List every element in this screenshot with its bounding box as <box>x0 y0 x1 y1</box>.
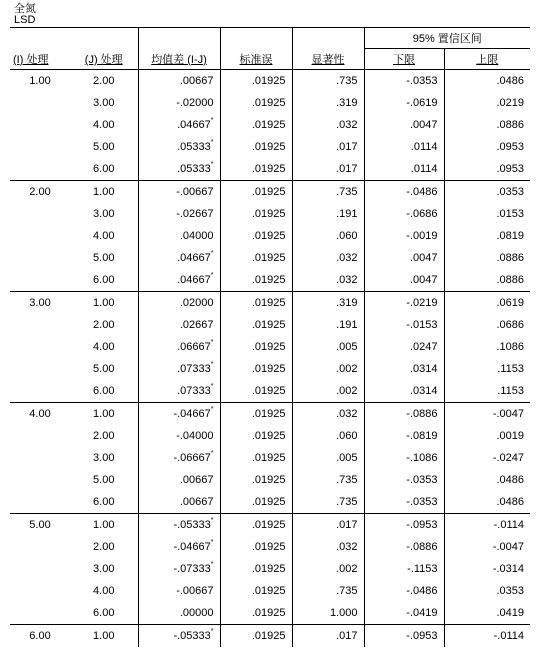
col-header-upper: 上限 <box>444 49 530 70</box>
mean-diff-value: -.00667 <box>176 186 214 198</box>
cell-j: 5.00 <box>70 247 138 269</box>
mean-diff-value: .05333 <box>177 141 211 153</box>
table-row <box>10 225 530 247</box>
cell-std-err: .01925 <box>220 625 292 648</box>
cell-sig: .017 <box>292 158 364 181</box>
cell-mean-diff <box>138 602 220 625</box>
cell-j: 5.00 <box>70 136 138 158</box>
mean-diff-value: .04667 <box>177 274 211 286</box>
mean-diff-value: -.07333 <box>173 563 211 575</box>
cell-sig: .735 <box>292 469 364 491</box>
cell-lower: -.0819 <box>364 425 444 447</box>
table-row <box>10 292 530 315</box>
table-row <box>10 491 530 514</box>
cell-i <box>10 114 70 136</box>
cell-upper: .0419 <box>496 607 525 619</box>
mean-diff-value: -.04000 <box>176 430 214 442</box>
cell-j: 1.00 <box>70 181 138 204</box>
cell-upper: .0953 <box>496 141 525 153</box>
cell-std-err: .01925 <box>220 514 292 537</box>
cell-sig: .005 <box>292 336 364 358</box>
cell-j: 2.00 <box>70 425 138 447</box>
table-row <box>10 158 530 181</box>
table-row <box>10 558 530 580</box>
mean-diff-value: .00667 <box>179 496 214 508</box>
cell-std-err: .01925 <box>220 425 292 447</box>
cell-upper: -.0247 <box>492 452 525 464</box>
cell-i <box>10 314 70 336</box>
cell-i: 6.00 <box>10 625 70 648</box>
significance-marker: * <box>210 628 214 635</box>
cell-sig: .017 <box>292 514 364 537</box>
cell-sig: .032 <box>292 114 364 136</box>
cell-lower: .0114 <box>364 136 444 158</box>
cell-mean-diff <box>138 269 220 292</box>
cell-mean-diff <box>138 403 220 426</box>
cell-mean-diff <box>138 92 220 114</box>
cell-std-err: .01925 <box>220 336 292 358</box>
cell-std-err: .01925 <box>220 92 292 114</box>
cell-j: 6.00 <box>70 491 138 514</box>
table-row <box>10 269 530 292</box>
cell-mean-diff <box>138 425 220 447</box>
cell-lower: -.0953 <box>364 514 444 537</box>
cell-i: 1.00 <box>29 75 51 87</box>
cell-std-err: .01925 <box>220 114 292 136</box>
table-row <box>10 602 530 625</box>
table-row <box>10 380 530 403</box>
cell-mean-diff <box>138 247 220 269</box>
mean-diff-value: .06667 <box>177 341 211 353</box>
cell-std-err: .01925 <box>220 536 292 558</box>
cell-j: 5.00 <box>70 469 138 491</box>
cell-i <box>10 536 70 558</box>
cell-sig: .002 <box>292 558 364 580</box>
mean-diff-value: .02000 <box>179 297 214 309</box>
cell-sig: .735 <box>292 580 364 602</box>
cell-mean-diff <box>138 336 220 358</box>
significance-marker: * <box>210 272 214 279</box>
mean-diff-value: .02667 <box>179 319 214 331</box>
cell-j: 2.00 <box>70 536 138 558</box>
cell-mean-diff <box>138 380 220 403</box>
col-header-lower: 下限 <box>364 49 444 70</box>
cell-sig: .032 <box>292 247 364 269</box>
cell-std-err: .01925 <box>220 469 292 491</box>
cell-sig: 1.000 <box>292 602 364 625</box>
cell-lower: .0047 <box>364 269 444 292</box>
cell-mean-diff <box>138 358 220 380</box>
cell-j: 1.00 <box>70 292 138 315</box>
cell-upper: .0619 <box>444 292 530 315</box>
cell-lower: .0314 <box>364 380 444 403</box>
cell-lower: .0314 <box>364 358 444 380</box>
cell-mean-diff <box>138 447 220 469</box>
cell-std-err: .01925 <box>220 225 292 247</box>
cell-mean-diff <box>138 536 220 558</box>
mean-diff-value: .00667 <box>179 75 214 87</box>
cell-std-err: .01925 <box>220 314 292 336</box>
cell-i <box>10 158 70 181</box>
cell-j: 4.00 <box>70 225 138 247</box>
cell-upper: .0019 <box>496 430 525 442</box>
table-row <box>10 92 530 114</box>
table-row <box>10 447 530 469</box>
cell-upper: .1086 <box>496 341 525 353</box>
cell-i <box>10 602 70 625</box>
significance-marker: * <box>210 383 214 390</box>
cell-upper: .0353 <box>444 181 530 204</box>
cell-i: 2.00 <box>10 181 70 204</box>
cell-upper: -.0114 <box>444 514 530 537</box>
cell-mean-diff <box>138 314 220 336</box>
cell-upper: .0153 <box>496 208 525 220</box>
cell-lower: -.0886 <box>364 536 444 558</box>
cell-i <box>10 136 70 158</box>
method-caption: LSD <box>14 14 36 26</box>
table-row <box>10 70 530 93</box>
cell-lower: .0047 <box>364 247 444 269</box>
mean-diff-value: -.05333 <box>173 630 211 642</box>
mean-diff-value: .00000 <box>179 607 214 619</box>
variable-caption: 全氮 <box>14 3 36 15</box>
cell-upper: .0353 <box>496 585 525 597</box>
cell-mean-diff <box>138 469 220 491</box>
cell-i: 4.00 <box>10 403 70 426</box>
mean-diff-value: .04000 <box>179 230 214 242</box>
significance-marker: * <box>210 361 214 368</box>
cell-j: 2.00 <box>70 70 138 93</box>
cell-std-err: .01925 <box>220 358 292 380</box>
mean-diff-value: -.05333 <box>173 519 211 531</box>
table-row <box>10 247 530 269</box>
cell-std-err: .01925 <box>220 158 292 181</box>
cell-std-err: .01925 <box>220 247 292 269</box>
cell-std-err: .01925 <box>220 136 292 158</box>
significance-marker: * <box>210 339 214 346</box>
cell-upper: .0886 <box>496 274 525 286</box>
cell-lower: -.0886 <box>364 403 444 426</box>
cell-lower: .0247 <box>364 336 444 358</box>
cell-j: 4.00 <box>70 336 138 358</box>
cell-sig: .319 <box>292 292 364 315</box>
cell-i <box>10 558 70 580</box>
cell-j: 3.00 <box>70 203 138 225</box>
significance-marker: * <box>210 406 214 413</box>
cell-j: 6.00 <box>70 602 138 625</box>
cell-upper: .0886 <box>496 252 525 264</box>
cell-lower: -.0486 <box>364 181 444 204</box>
cell-std-err: .01925 <box>220 269 292 292</box>
table-row <box>10 358 530 380</box>
cell-lower: -.0353 <box>364 469 444 491</box>
cell-i <box>10 447 70 469</box>
cell-sig: .002 <box>292 380 364 403</box>
lsd-comparison-table <box>10 27 530 647</box>
table-row <box>10 469 530 491</box>
cell-i: 5.00 <box>10 514 70 537</box>
col-header-j: (J) 处理 <box>70 49 138 70</box>
cell-lower: -.1153 <box>364 558 444 580</box>
cell-mean-diff <box>138 158 220 181</box>
cell-lower: -.0153 <box>364 314 444 336</box>
table-row <box>10 425 530 447</box>
cell-j: 6.00 <box>70 158 138 181</box>
cell-upper: -.0047 <box>444 403 530 426</box>
table-row <box>10 314 530 336</box>
significance-marker: * <box>210 450 214 457</box>
cell-mean-diff <box>138 580 220 602</box>
cell-i <box>10 269 70 292</box>
cell-lower: -.0619 <box>364 92 444 114</box>
significance-marker: * <box>210 250 214 257</box>
significance-marker: * <box>210 517 214 524</box>
cell-mean-diff <box>138 225 220 247</box>
cell-upper: -.0114 <box>444 625 530 648</box>
cell-i: 3.00 <box>10 292 70 315</box>
cell-sig: .319 <box>292 92 364 114</box>
col-header-sig: 显著性 <box>292 49 364 70</box>
cell-j: 1.00 <box>70 403 138 426</box>
cell-j: 6.00 <box>70 269 138 292</box>
table-row <box>10 514 530 537</box>
cell-lower: -.0486 <box>364 580 444 602</box>
mean-diff-value: .04667 <box>177 252 211 264</box>
cell-i <box>10 380 70 403</box>
cell-upper: -.0047 <box>492 541 525 553</box>
cell-std-err: .01925 <box>220 403 292 426</box>
cell-sig: .032 <box>292 536 364 558</box>
cell-sig: .060 <box>292 225 364 247</box>
mean-diff-value: .05333 <box>177 163 211 175</box>
significance-marker: * <box>210 139 214 146</box>
cell-upper: .0953 <box>496 163 525 175</box>
cell-lower: -.0686 <box>364 203 444 225</box>
table-row <box>10 336 530 358</box>
mean-diff-value: .00667 <box>179 474 214 486</box>
cell-sig: .005 <box>292 447 364 469</box>
significance-marker: * <box>210 561 214 568</box>
table-row <box>10 580 530 602</box>
cell-lower: -.0953 <box>364 625 444 648</box>
cell-upper: .1153 <box>497 363 525 375</box>
cell-sig: .191 <box>292 203 364 225</box>
cell-sig: .060 <box>292 425 364 447</box>
mean-diff-value: -.04667 <box>173 541 211 553</box>
cell-i <box>10 203 70 225</box>
cell-lower: -.0353 <box>364 491 444 514</box>
ci-header: 95% 置信区间 <box>364 28 530 49</box>
col-header-i: (I) 处理 <box>10 49 70 70</box>
cell-i <box>10 225 70 247</box>
cell-i <box>10 469 70 491</box>
cell-j: 4.00 <box>70 580 138 602</box>
cell-i <box>10 425 70 447</box>
cell-std-err: .01925 <box>220 447 292 469</box>
cell-j: 3.00 <box>70 447 138 469</box>
cell-mean-diff <box>138 514 220 537</box>
cell-j: 3.00 <box>70 558 138 580</box>
mean-diff-value: .04667 <box>177 119 211 131</box>
cell-std-err: .01925 <box>220 491 292 514</box>
cell-j: 2.00 <box>70 314 138 336</box>
cell-sig: .735 <box>292 181 364 204</box>
cell-sig: .017 <box>292 136 364 158</box>
table-row <box>10 181 530 204</box>
cell-upper: .0219 <box>496 97 525 109</box>
cell-sig: .032 <box>292 403 364 426</box>
cell-mean-diff <box>138 70 220 93</box>
cell-upper: -.0314 <box>492 563 525 575</box>
cell-sig: .017 <box>292 625 364 648</box>
cell-sig: .735 <box>292 70 364 93</box>
cell-i <box>10 580 70 602</box>
cell-mean-diff <box>138 491 220 514</box>
cell-mean-diff <box>138 625 220 648</box>
table-row <box>10 203 530 225</box>
cell-j: 5.00 <box>70 358 138 380</box>
cell-mean-diff <box>138 136 220 158</box>
cell-sig: .032 <box>292 269 364 292</box>
table-row <box>10 625 530 648</box>
cell-std-err: .01925 <box>220 602 292 625</box>
cell-mean-diff <box>138 114 220 136</box>
cell-i <box>10 336 70 358</box>
cell-j: 1.00 <box>70 514 138 537</box>
cell-std-err: .01925 <box>220 292 292 315</box>
table-row <box>10 536 530 558</box>
cell-mean-diff <box>138 203 220 225</box>
table-row <box>10 136 530 158</box>
cell-upper: .0486 <box>496 75 525 87</box>
mean-diff-value: -.06667 <box>173 452 211 464</box>
cell-std-err: .01925 <box>220 70 292 93</box>
cell-lower: -.0019 <box>364 225 444 247</box>
mean-diff-value: .07333 <box>177 385 211 397</box>
mean-diff-value: -.02000 <box>176 97 214 109</box>
cell-i <box>10 491 70 514</box>
col-header-mean-diff: 均值差 (I-J) <box>138 49 220 70</box>
cell-j: 4.00 <box>70 114 138 136</box>
cell-j: 6.00 <box>70 380 138 403</box>
cell-lower: -.0219 <box>364 292 444 315</box>
cell-j: 3.00 <box>70 92 138 114</box>
cell-sig: .191 <box>292 314 364 336</box>
cell-i <box>10 92 70 114</box>
cell-lower: .0047 <box>364 114 444 136</box>
cell-lower: -.0353 <box>364 70 444 93</box>
cell-std-err: .01925 <box>220 558 292 580</box>
table-row <box>10 403 530 426</box>
table-row <box>10 114 530 136</box>
cell-std-err: .01925 <box>220 203 292 225</box>
cell-lower: -.0419 <box>364 602 444 625</box>
mean-diff-value: .07333 <box>177 363 211 375</box>
significance-marker: * <box>210 117 214 124</box>
mean-diff-value: -.00667 <box>176 585 214 597</box>
cell-std-err: .01925 <box>220 380 292 403</box>
cell-std-err: .01925 <box>220 181 292 204</box>
cell-i <box>10 247 70 269</box>
mean-diff-value: -.04667 <box>173 408 211 420</box>
cell-i <box>10 358 70 380</box>
mean-diff-value: -.02667 <box>176 208 214 220</box>
cell-sig: .735 <box>292 491 364 514</box>
col-header-std-err: 标准误 <box>220 49 292 70</box>
cell-upper: .0819 <box>496 230 525 242</box>
significance-marker: * <box>210 539 214 546</box>
cell-upper: .0686 <box>496 319 525 331</box>
cell-mean-diff <box>138 558 220 580</box>
cell-sig: .002 <box>292 358 364 380</box>
cell-j: 1.00 <box>70 625 138 648</box>
cell-lower: .0114 <box>364 158 444 181</box>
cell-std-err: .01925 <box>220 580 292 602</box>
cell-lower: -.1086 <box>364 447 444 469</box>
cell-upper: .0486 <box>496 496 525 508</box>
cell-mean-diff <box>138 181 220 204</box>
significance-marker: * <box>210 161 214 168</box>
cell-upper: .0886 <box>496 119 525 131</box>
cell-upper: .1153 <box>497 385 525 397</box>
cell-upper: .0486 <box>496 474 525 486</box>
cell-mean-diff <box>138 292 220 315</box>
